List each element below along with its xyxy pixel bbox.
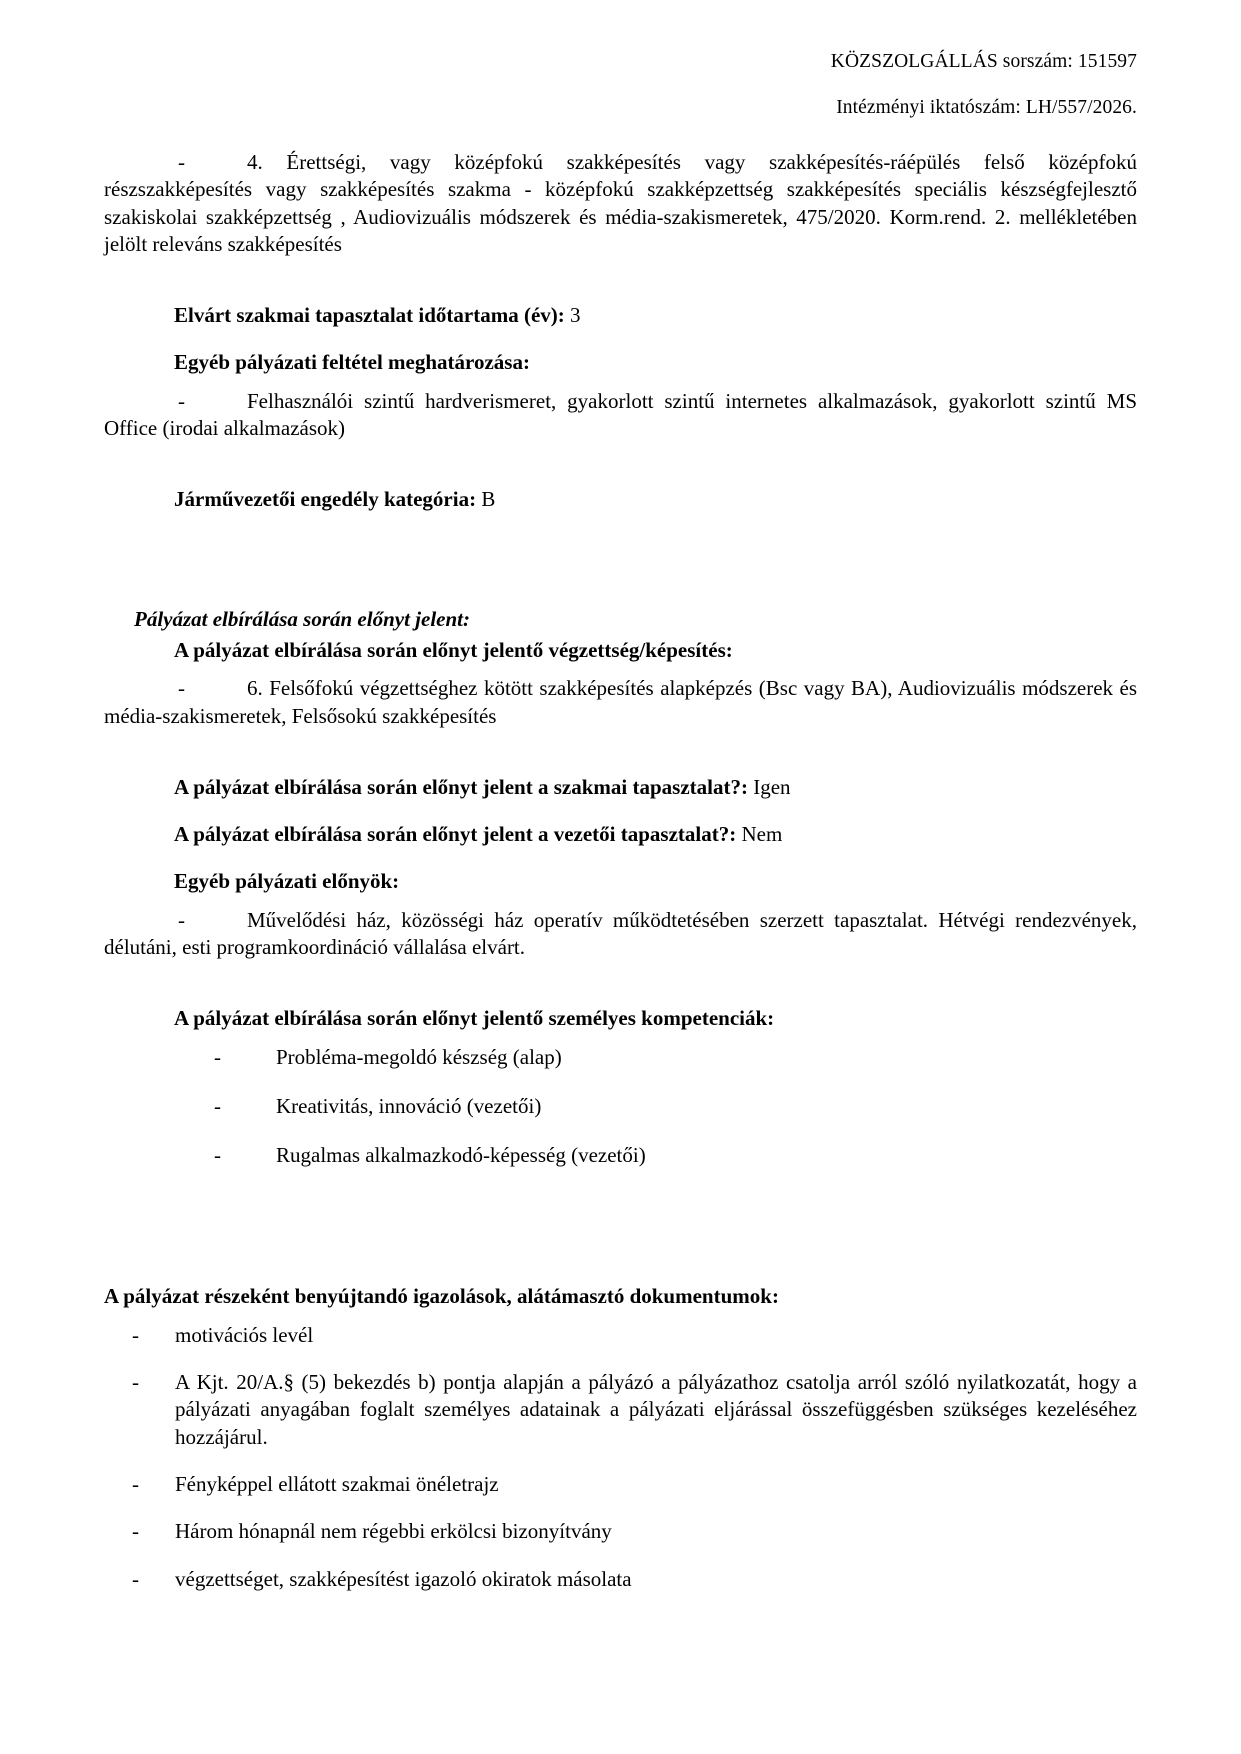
list-dash: -: [214, 1143, 221, 1168]
list-item: [132, 1518, 1137, 1545]
list-dash: -: [214, 1044, 221, 1069]
advantages-section-title: Pályázat elbírálása során előnyt jelent:: [134, 606, 470, 631]
spacer: [104, 329, 1137, 349]
list-item-label: Probléma-megoldó készség (alap): [276, 1044, 562, 1069]
qualification-text: 4. Érettségi, vagy középfokú szakképesítés vagy szakképesítés-ráépülés felső középfokú részszakképesítés vagy szakképesítés szakma - középfokú szakképzettség szakképesítés speciális készségfejlesztő szakiskolai szakképzettség , Audiovizuális módszerek és média-szakismeretek, 475/2020. Korm.rend. 2. mellékletében jelölt releváns szakképesítés: [104, 149, 1137, 256]
experience-duration-label: Elvárt szakmai tapasztalat időtartama (év):: [174, 303, 565, 328]
spacer: [104, 442, 1137, 486]
spacer: [104, 801, 1137, 821]
list-item-label: végzettséget, szakképesítést igazoló okiratok másolata: [175, 1566, 632, 1591]
qualification-paragraph: [104, 149, 1137, 258]
driving-licence-row: [174, 486, 1137, 513]
other-conditions-label: Egyéb pályázati feltétel meghatározása:: [174, 350, 530, 375]
other-conditions-paragraph: [104, 388, 1137, 443]
spacer: [104, 1311, 1137, 1322]
document-header: [104, 52, 1137, 119]
list-item-label: Kreativitás, innováció (vezetői): [276, 1093, 542, 1118]
list-dash: -: [132, 1519, 139, 1544]
list-dash: -: [132, 1471, 139, 1496]
other-conditions-text: Felhasználói szintű hardverismeret, gyakorlott szintű internetes alkalmazások, gyakorlott szintű MS Office (irodai alkalmazások): [104, 388, 1137, 441]
list-dash: -: [214, 1093, 221, 1118]
list-item: [214, 1142, 1137, 1169]
spacer: [104, 514, 1137, 606]
spacer: [104, 848, 1137, 868]
driving-licence-label: Járművezetői engedély kategória:: [174, 487, 477, 512]
list-item-label: motivációs levél: [175, 1322, 314, 1347]
required-documents-label: A pályázat részeként benyújtandó igazolások, alátámasztó dokumentumok:: [104, 1284, 779, 1309]
list-dash: -: [132, 1322, 139, 1347]
spacer: [104, 1033, 1137, 1044]
competencies-list: [214, 1044, 1137, 1170]
advantage-leadership-row: [174, 821, 1137, 848]
list-item: [214, 1093, 1137, 1120]
experience-duration-row: [174, 302, 1137, 329]
other-conditions-dash: -: [178, 388, 185, 413]
advantage-leadership-label: A pályázat elbírálása során előnyt jelent a vezetői tapasztalat?:: [174, 822, 737, 847]
kozszolgallas-registry-number: KÖZSZOLGÁLLÁS sorszám: 151597: [830, 51, 1137, 72]
list-dash: -: [132, 1370, 139, 1395]
list-item-label: Fényképpel ellátott szakmai önéletrajz: [175, 1471, 499, 1496]
competencies-label: A pályázat elbírálása során előnyt jelentő személyes kompetenciák:: [174, 1006, 775, 1031]
list-dash: -: [132, 1566, 139, 1591]
advantage-leadership-value: Nem: [741, 822, 783, 847]
advantage-other-label: Egyéb pályázati előnyök:: [174, 869, 400, 894]
spacer: [104, 664, 1137, 675]
spacer: [104, 1191, 1137, 1283]
required-documents-list: [132, 1322, 1137, 1593]
spacer: [104, 730, 1137, 774]
list-item-label: A Kjt. 20/A.§ (5) bekezdés b) pontja alapján a pályázó a pályázathoz csatolja arról szóló nyilatkozatát, hogy a pályázati anyagában foglalt személyes adatainak a pályázati eljárással összefüggésben szükséges kezeléséhez hozzájárul.: [175, 1370, 1137, 1449]
spacer: [104, 377, 1137, 388]
list-item-label: Rugalmas alkalmazkodó-képesség (vezetői): [276, 1143, 646, 1168]
advantage-other-dash: -: [178, 907, 185, 932]
advantage-other-paragraph: [104, 907, 1137, 962]
list-item: [214, 1044, 1137, 1071]
institutional-registry-number: Intézményi iktatószám: LH/557/2026.: [836, 97, 1137, 119]
spacer: [104, 119, 1137, 149]
spacer: [104, 896, 1137, 907]
experience-duration-value: 3: [570, 303, 581, 328]
qualification-dash: -: [178, 149, 185, 174]
advantage-education-dash: -: [178, 676, 185, 701]
list-item: [132, 1566, 1137, 1593]
spacer: [104, 258, 1137, 302]
spacer: [104, 961, 1137, 1005]
list-item: [132, 1369, 1137, 1451]
advantage-professional-label: A pályázat elbírálása során előnyt jelent a szakmai tapasztalat?:: [174, 774, 748, 799]
advantage-other-text: Művelődési ház, közösségi ház operatív működtetésében szerzett tapasztalat. Hétvégi rendezvények, délutáni, esti programkoordináció vállalása elvárt.: [104, 907, 1137, 959]
list-item-label: Három hónapnál nem régebbi erkölcsi bizonyítvány: [175, 1519, 612, 1544]
advantage-professional-row: [174, 774, 1137, 801]
advantage-professional-value: Igen: [753, 774, 791, 799]
list-item: [132, 1322, 1137, 1349]
driving-licence-value: B: [481, 487, 496, 512]
advantage-education-label: A pályázat elbírálása során előnyt jelentő végzettség/képesítés:: [174, 637, 733, 662]
advantage-education-paragraph: [104, 675, 1137, 730]
advantage-education-text: 6. Felsőfokú végzettséghez kötött szakképesítés alapképzés (Bsc vagy BA), Audiovizuális módszerek és média-szakismeretek, Felsősokú szakképesítés: [104, 676, 1137, 728]
list-item: [132, 1471, 1137, 1498]
